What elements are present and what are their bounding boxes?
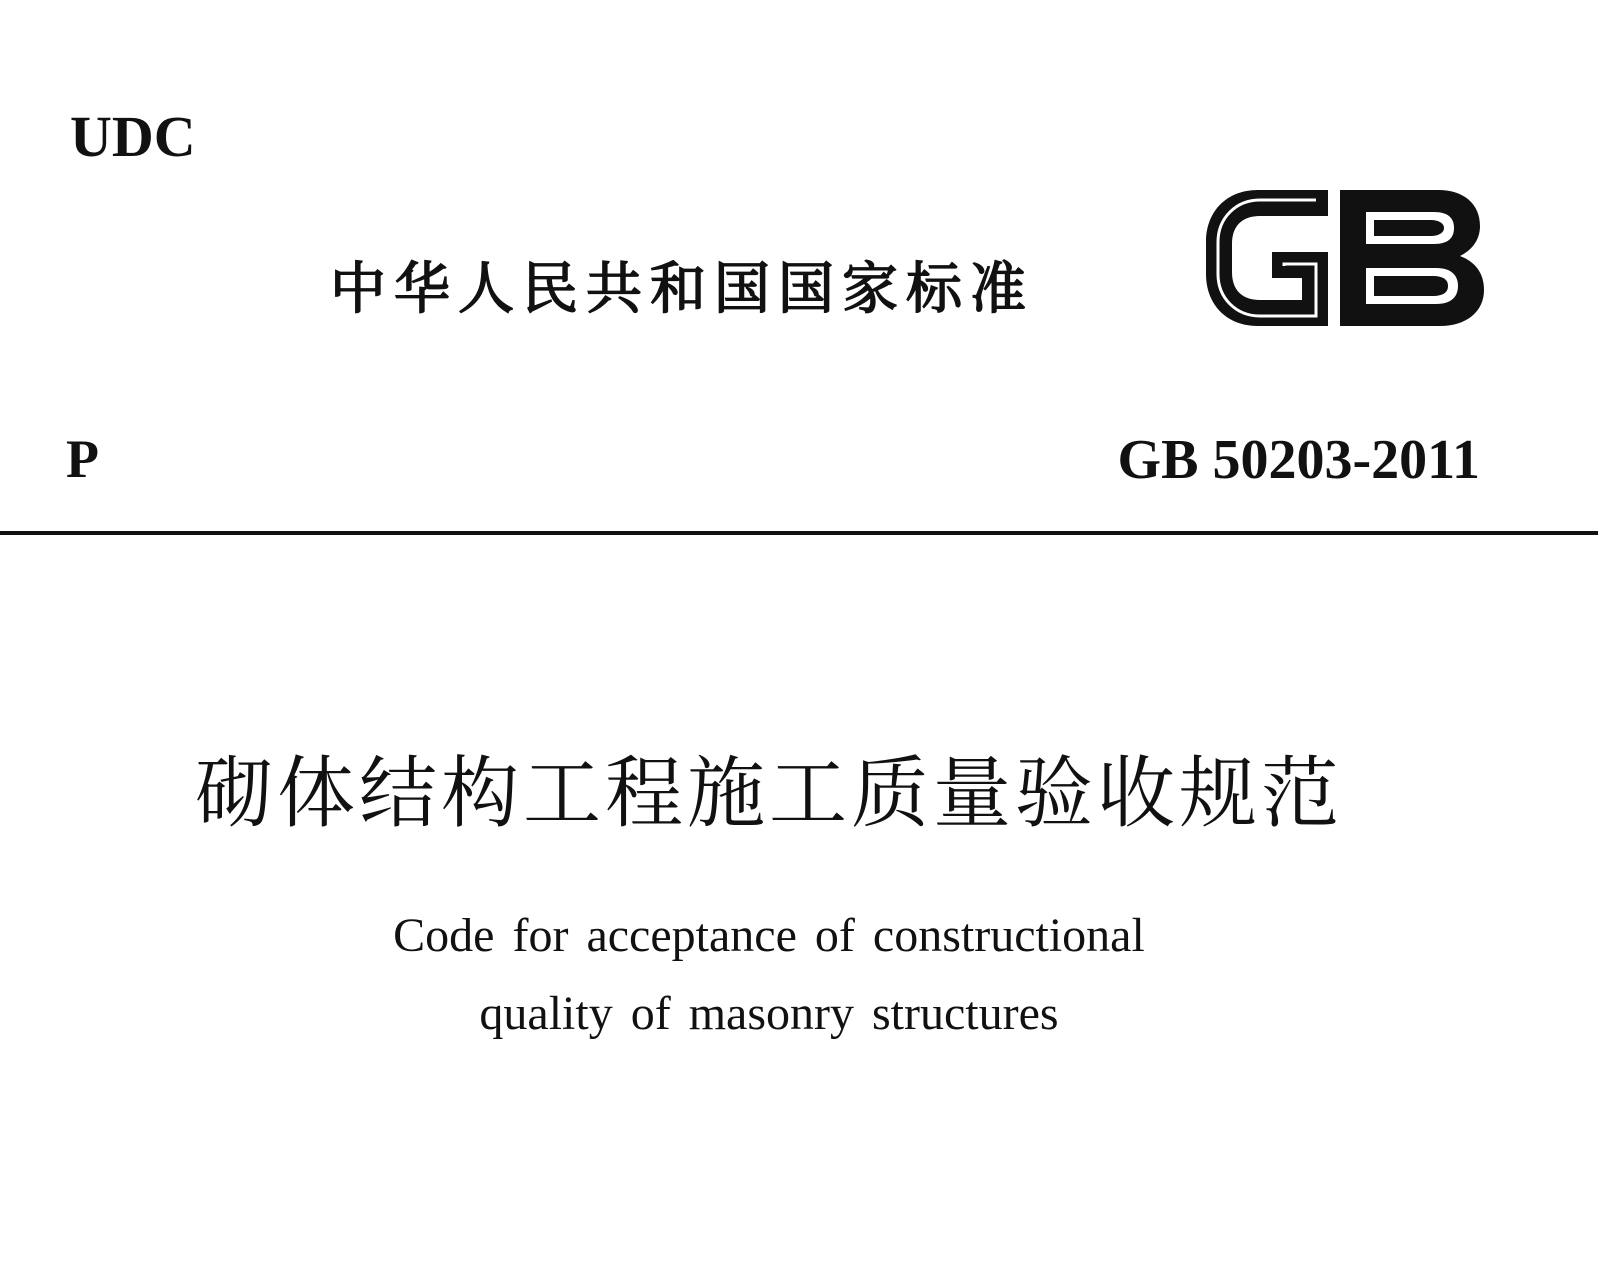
standard-number: GB 50203-2011	[1117, 429, 1480, 491]
title-english-line2: quality of masonry structures	[479, 987, 1059, 1040]
gb-logo-icon	[1198, 182, 1490, 334]
udc-label: UDC	[70, 104, 196, 169]
gb-logo-b-letter	[1340, 190, 1484, 326]
header-divider	[0, 531, 1598, 535]
national-standard-heading: 中华人民共和国国家标准	[330, 257, 1034, 322]
category-code: P	[66, 429, 99, 489]
title-english-line1: Code for acceptance of constructional	[393, 909, 1145, 962]
title-chinese: 砌体结构工程施工质量验收规范	[194, 749, 1343, 839]
gb-logo-g-letter	[1206, 190, 1328, 326]
